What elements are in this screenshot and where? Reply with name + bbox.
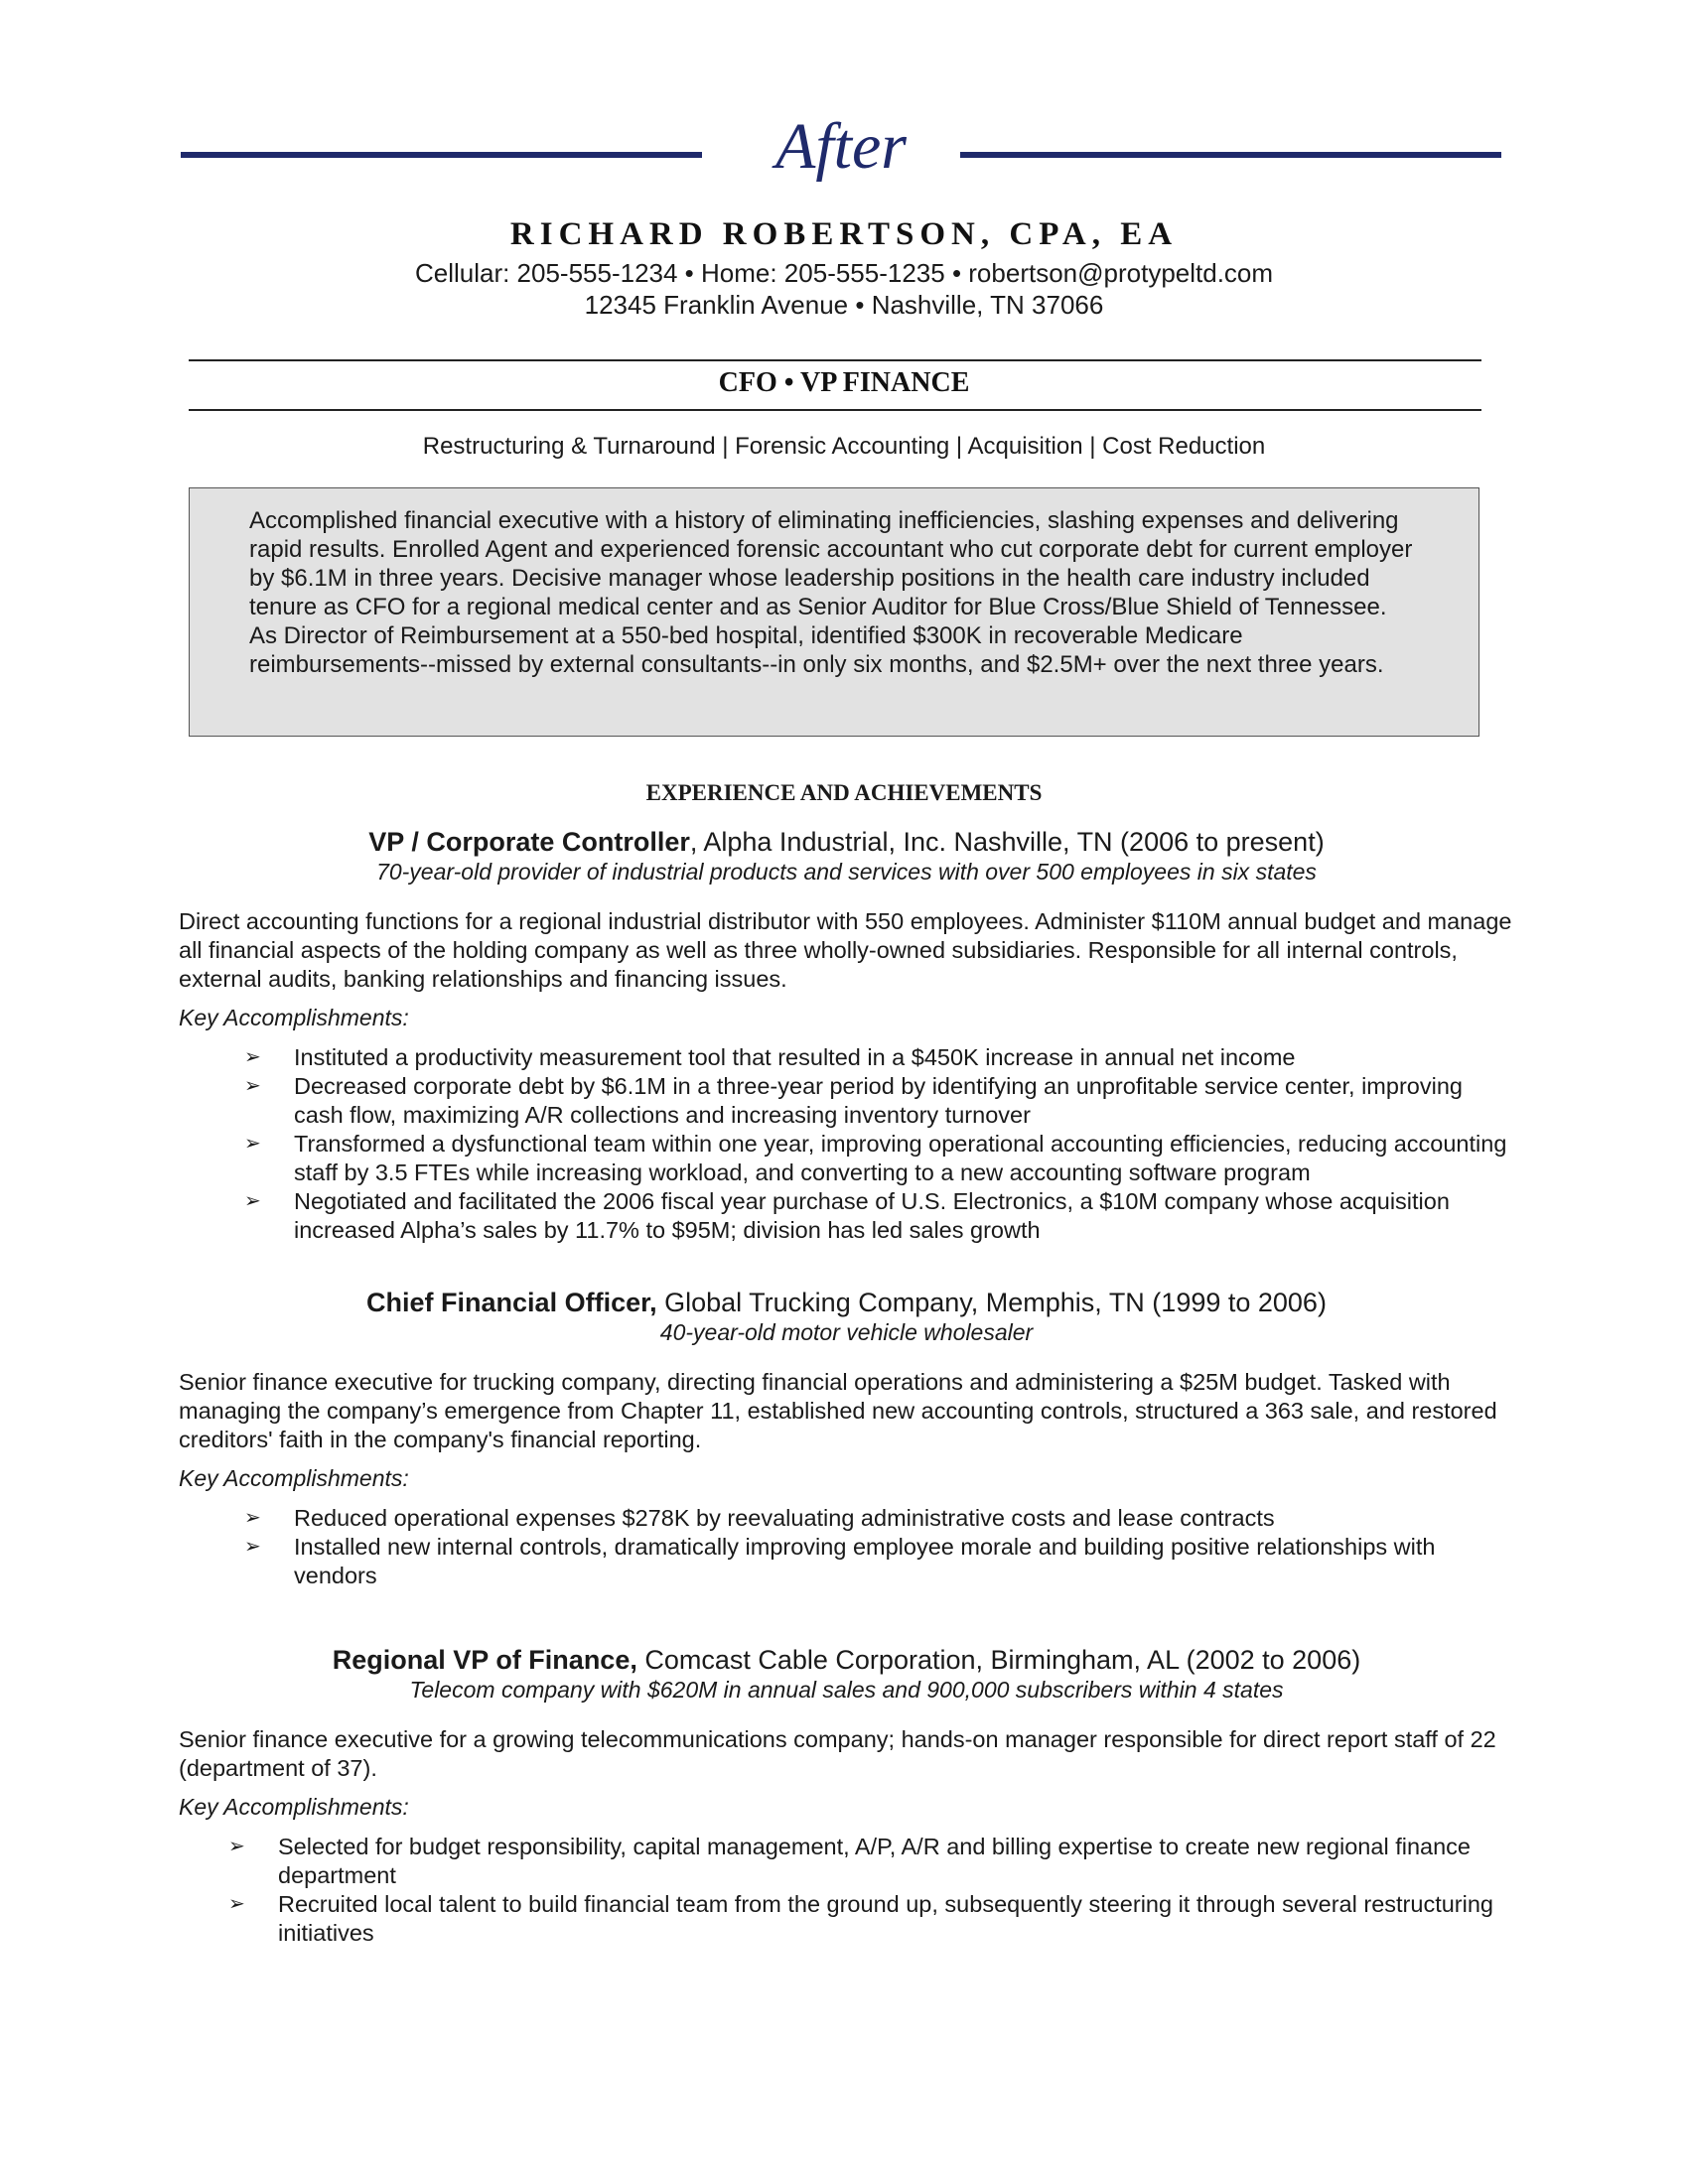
summary-text: Accomplished financial executive with a history of eliminating inefficiencies, slashing expenses and delivering rapid results. Enrolled Agent and experienced forensic accountant who cut corporate debt for current employer by $6.1M in three years. Decisive manager whose leadership positions in the health care industry included tenure as CFO for a regional medical center and as Senior Auditor for Blue Cross/Blue Shield of Tennessee. As Director of Reimbursement at a 550-bed hospital, identified $300K in recoverable Medicare reimbursements--missed by external consultants--in only six months, and $2.5M+ over the next three years. [249,507,1413,678]
title-rule-top [189,359,1481,361]
key-accomplishments-label: Key Accomplishments: [179,1794,409,1820]
banner-rule-right [960,152,1501,158]
job-company: , Alpha Industrial, Inc. Nashville, TN (2006 to present) [689,827,1325,857]
summary-box [189,487,1479,737]
arrow-bullet-icon: ➢ [244,1046,261,1068]
keyword-line: Restructuring & Turnaround | Forensic Accounting | Acquisition | Cost Reduction [422,433,1266,460]
arrow-bullet-icon: ➢ [244,1507,261,1529]
arrow-bullet-icon: ➢ [244,1133,261,1155]
arrow-bullet-icon: ➢ [244,1075,261,1097]
arrow-bullet-icon: ➢ [244,1536,261,1558]
section-title-experience: EXPERIENCE AND ACHIEVEMENTS [645,780,1043,805]
job-summary: Senior finance executive for trucking company, directing financial operations and administering a $25M budget. Tasked with managing the company’s emergence from Chapter 11, established new accounting controls, structured a 363 sale, and restored creditors' faith in the company's financial reporting. [179,1369,1497,1452]
arrow-bullet-icon: ➢ [228,1836,245,1857]
after-banner [181,107,1501,197]
accomplishment-item: ➢ Transformed a dysfunctional team within one year, improving operational accounting efficiencies, reducing accounting staff by 3.5 FTEs while increasing workload, and converting to a new accounting software program [244,1131,1507,1185]
job-heading [179,1287,1514,1318]
job-company: Comcast Cable Corporation, Birmingham, AL (2002 to 2006) [636,1645,1361,1675]
arrow-bullet-icon: ➢ [228,1893,245,1915]
job-summary: Senior finance executive for a growing telecommunications company; hands-on manager responsible for direct report staff of 22 (department of 37). [179,1726,1496,1781]
job-company-description: Telecom company with $620M in annual sales and 900,000 subscribers within 4 states [409,1677,1284,1703]
title-rule-bottom [189,409,1481,411]
job-company-description: 70-year-old provider of industrial products and services with over 500 employees in six states [376,859,1317,885]
key-accomplishments-label: Key Accomplishments: [179,1005,409,1030]
job-company-description: 40-year-old motor vehicle wholesaler [659,1319,1034,1345]
banner-rule-left [181,152,702,158]
contact-line-address: 12345 Franklin Avenue • Nashville, TN 37066 [584,290,1104,320]
job-heading [179,1644,1514,1676]
accomplishment-list [179,1504,1514,1590]
accomplishment-item: ➢ Selected for budget responsibility, capital management, A/P, A/R and billing expertise to create new regional finance department [228,1834,1471,1888]
accomplishment-item: ➢ Instituted a productivity measurement tool that resulted in a $450K increase in annual net income [244,1044,1296,1070]
job-role: Chief Financial Officer, [366,1288,657,1317]
job-entry [179,1644,1514,1948]
key-accomplishments-label: Key Accomplishments: [179,1465,409,1491]
candidate-name: RICHARD ROBERTSON, CPA, EA [509,216,1179,252]
target-title: CFO • VP FINANCE [718,367,970,398]
job-company: Global Trucking Company, Memphis, TN (1999 to 2006) [656,1288,1327,1317]
contact-line-phones-email: Cellular: 205-555-1234 • Home: 205-555-1235 • robertson@protypeltd.com [414,258,1274,288]
accomplishment-item: ➢ Recruited local talent to build financial team from the ground up, subsequently steering it through several restructuring initiatives [228,1891,1493,1946]
job-entry [179,1287,1514,1590]
accomplishment-list [179,1833,1514,1948]
job-summary: Direct accounting functions for a regional industrial distributor with 550 employees. Administer $110M annual budget and manage all financial aspects of the holding company as well as three wholly-owned subsidiaries. Responsible for all internal controls, external audits, banking relationships and financing issues. [179,908,1512,992]
accomplishment-list [179,1043,1514,1245]
job-heading [179,826,1514,858]
accomplishment-item: ➢ Negotiated and facilitated the 2006 fiscal year purchase of U.S. Electronics, a $10M company whose acquisition increased Alpha’s sales by 11.7% to $95M; division has led sales growth [244,1188,1450,1243]
job-entry [179,826,1514,1245]
accomplishment-item: ➢ Reduced operational expenses $278K by reevaluating administrative costs and lease contracts [244,1505,1275,1531]
accomplishment-item: ➢ Decreased corporate debt by $6.1M in a three-year period by identifying an unprofitable service center, improving cash flow, maximizing A/R collections and increasing inventory turnover [244,1073,1463,1128]
job-role: VP / Corporate Controller [368,827,690,857]
arrow-bullet-icon: ➢ [244,1190,261,1212]
accomplishment-item: ➢ Installed new internal controls, dramatically improving employee morale and building positive relationships with vendors [244,1534,1436,1588]
banner-label: After [775,110,907,183]
job-role: Regional VP of Finance, [332,1645,637,1675]
